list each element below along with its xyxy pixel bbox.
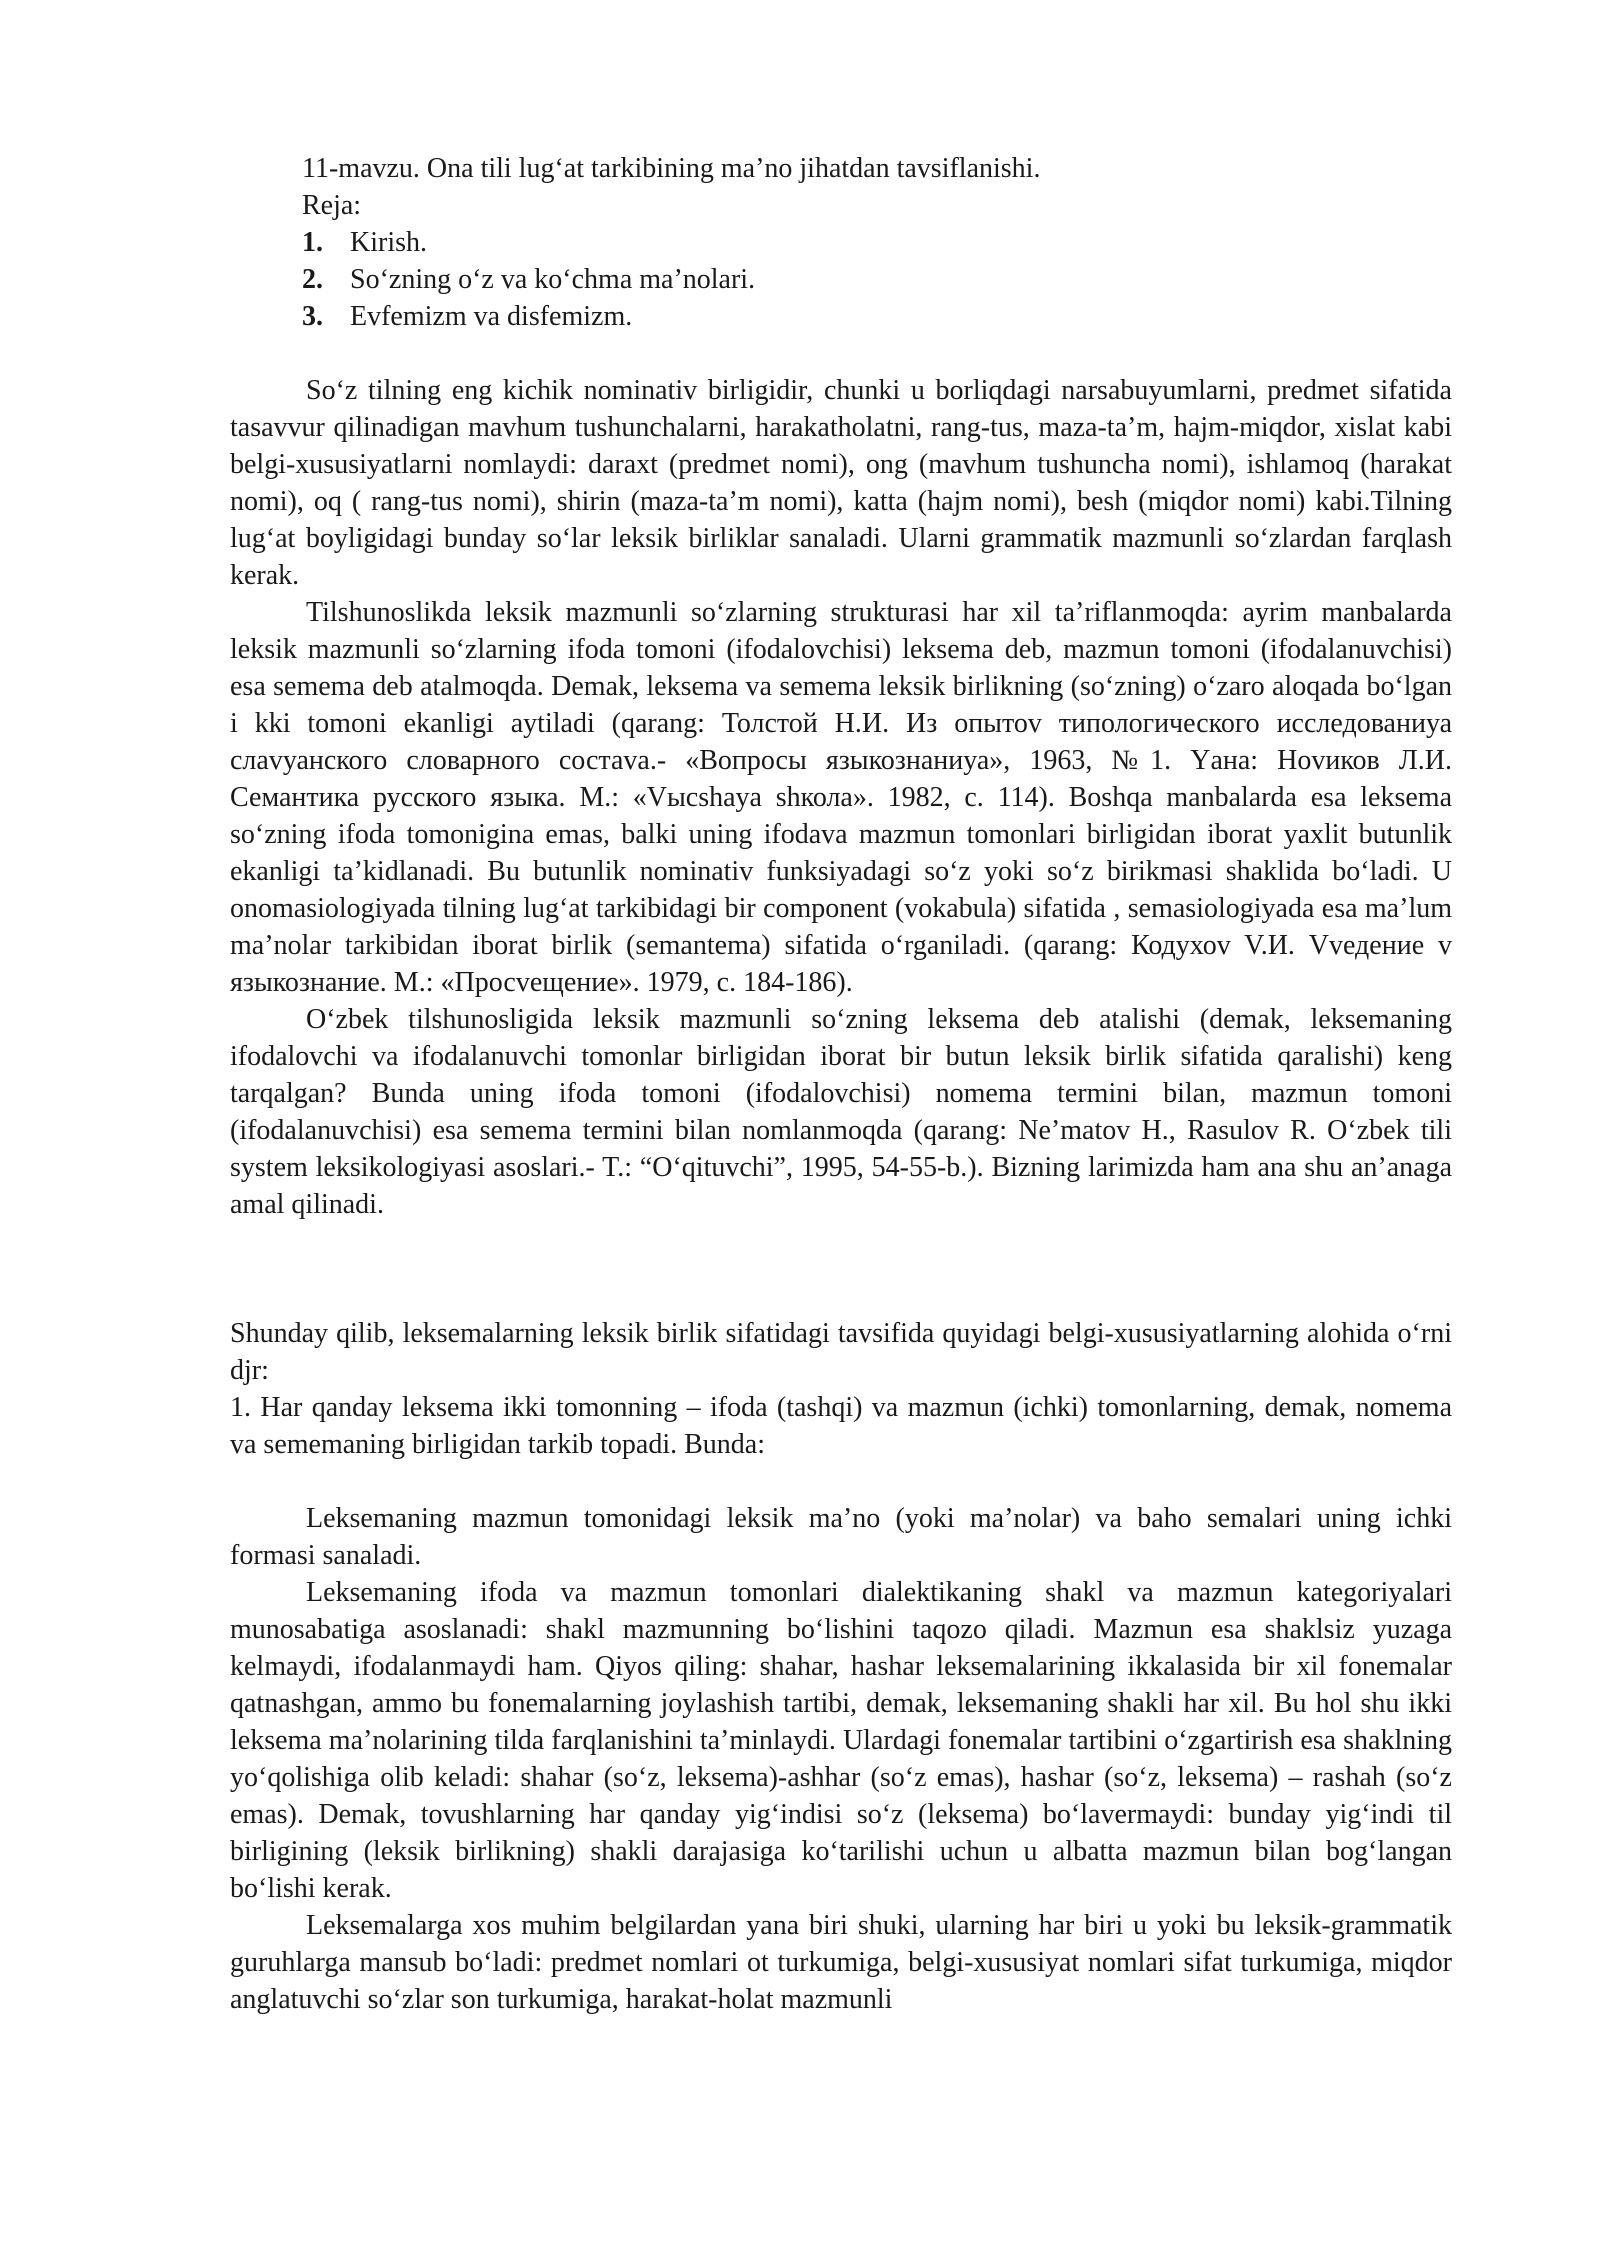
plan-item-text: So‘zning o‘z va ko‘chma ma’nolari. [350, 264, 756, 295]
plan-item [302, 298, 1452, 335]
plan-item-text: Evfemizm va disfemizm. [350, 301, 633, 332]
plan-heading: Reja: [302, 190, 362, 221]
plan-item-number: 1. [302, 227, 323, 258]
document-page [230, 150, 1452, 2018]
paragraph: Leksemaning ifoda va mazmun tomonlari dialektikaning shakl va mazmun kategoriyalari munosabatiga asoslanadi: shakl mazmunning bo‘lishini taqozo qiladi. Mazmun esa shaklsiz yuzaga kelmaydi, ifodalanmaydi ham. Qiyos qiling: shahar, hashar leksemalarining ikkalasida bir xil fonemalar qatnashgan, ammo bu fonemalarning joylashish tartibi, demak, leksemaning shakli har xil. Bu hol shu ikki leksema ma’nolarining tilda farqlanishini ta’minlaydi. Ulardagi fonemalar tartibini o‘zgartirish esa shaklning yo‘qolishiga olib keladi: shahar (so‘z, leksema)-ashhar (so‘z emas), hashar (so‘z, leksema) – rashah (so‘z emas). Demak, tovushlarning har qanday yig‘indisi so‘z (leksema) bo‘lavermaydi: bunday yig‘indi til birligining (leksik birlikning) shakli darajasiga ko‘tarilishi uchun u albatta mazmun bilan bog‘langan bo‘lishi kerak. [230, 1577, 1452, 1904]
paragraph: So‘z tilning eng kichik nominativ birligidir, chunki u borliqdagi narsabuyumlarni, predmet sifatida tasavvur qilinadigan mavhum tushunchalarni, harakatholatni, rang-tus, maza-ta’m, hajm-miqdor, xislat kabi belgi-xususiyatlarni nomlaydi: daraxt (predmet nomi), ong (mavhum tushuncha nomi), ishlamoq (harakat nomi), oq ( rang-tus nomi), shirin (maza-ta’m nomi), katta (hajm nomi), besh (miqdor nomi) kabi.Tilning lug‘at boyligidagi bunday so‘lar leksik birliklar sanaladi. Ularni grammatik mazmunli so‘zlardan farqlash kerak. [230, 375, 1452, 591]
paragraph: 1. Har qanday leksema ikki tomonning – ifoda (tashqi) va mazmun (ichki) tomonlarning, demak, nomema va sememaning birligidan tarkib topadi. Bunda: [230, 1392, 1452, 1460]
plan-item [302, 224, 1452, 261]
plan-item-number: 3. [302, 301, 323, 332]
paragraph: Tilshunoslikda leksik mazmunli so‘zlarning strukturasi har xil ta’riflanmoqda: ayrim manbalarda leksik mazmunli so‘zlarning ifoda tomoni (ifodalovchisi) leksema deb, mazmun tomoni (ifodalanuvchisi) esa semema deb atalmoqda. Demak, leksema va semema leksik birlikning (so‘zning) o‘zaro aloqada bo‘lgan i kki tomoni ekanligi aytiladi (qarang: Толстой Н.И. Из опытоv типологического исследованиуа слаvуанского словарного состаvа.- «Вопросы языкознаниуа», 1963, №1. Yана: Ноvиков Л.И. Семантика русского языка. М.: «Vысshaya shкола». 1982, с. 114). Boshqa manbalarda esa leksema so‘zning ifoda tomonigina emas, balki uning ifodava mazmun tomonlari birligidan iborat yaxlit butunlik ekanligi ta’kidlanadi. Bu butunlik nominativ funksiyadagi so‘z yoki so‘z birikmasi shaklida bo‘ladi. U onomasiologiyada tilning lug‘at tarkibidagi bir component (vokabula) sifatida , semasiologiyada esa ma’lum ma’nolar tarkibidan iborat birlik (semantema) sifatida o‘rganiladi. (qarang: Кодухоv V.И. Vvедение v языкознание. М.: «Просvещение». 1979, с. 184-186). [230, 597, 1452, 998]
paragraph: Leksemaning mazmun tomonidagi leksik ma’no (yoki ma’nolar) va baho semalari uning ichki formasi sanaladi. [230, 1503, 1452, 1571]
plan-item [302, 261, 1452, 298]
plan-item-number: 2. [302, 264, 323, 295]
paragraph: Leksemalarga xos muhim belgilardan yana biri shuki, ularning har biri u yoki bu leksik-grammatik guruhlarga mansub bo‘ladi: predmet nomlari ot turkumiga, belgi-xususiyat nomlari sifat turkumiga, miqdor anglatuvchi so‘zlar son turkumiga, harakat-holat mazmunli [230, 1910, 1452, 2015]
paragraph: O‘zbek tilshunosligida leksik mazmunli so‘zning leksema deb atalishi (demak, leksemaning ifodalovchi va ifodalanuvchi tomonlar birligidan iborat bir butun leksik birlik sifatida qaralishi) keng tarqalgan? Bunda uning ifoda tomoni (ifodalovchisi) nomema termini bilan, mazmun tomoni (ifodalanuvchisi) esa semema termini bilan nomlanmoqda (qarang: Ne’matov H., Rasulov R. O‘zbek tili system leksikologiyasi asoslari.- T.: “O‘qituvchi”, 1995, 54-55-b.). Bizning larimizda ham ana shu an’anaga amal qilinadi. [230, 1004, 1452, 1220]
plan-item-text: Kirish. [350, 227, 427, 258]
plan-list [230, 224, 1452, 335]
paragraph: Shunday qilib, leksemalarning leksik birlik sifatidagi tavsifida quyidagi belgi-xususiyatlarning alohida o‘rni djr: [230, 1318, 1452, 1386]
topic-title: 11-mavzu. Ona tili lug‘at tarkibining ma’no jihatdan tavsiflanishi. [302, 153, 1041, 184]
